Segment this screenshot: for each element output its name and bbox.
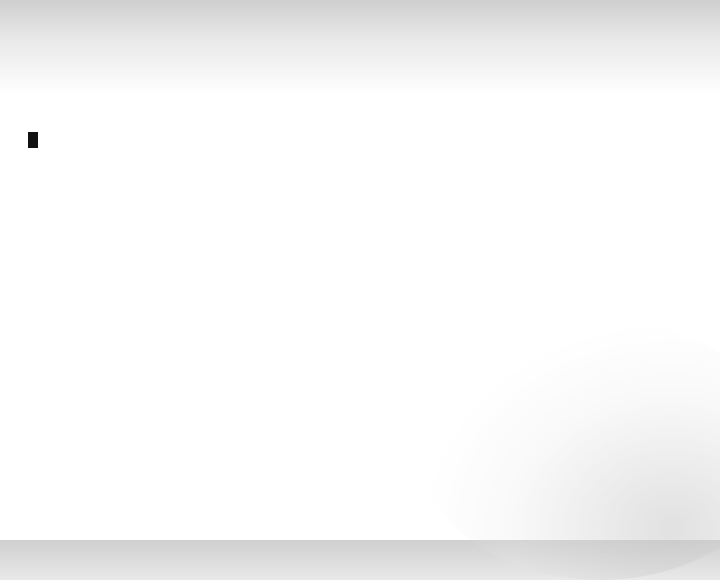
square-bullet-icon (28, 138, 38, 148)
background-swoosh (420, 320, 720, 580)
bullet-list (28, 125, 388, 131)
